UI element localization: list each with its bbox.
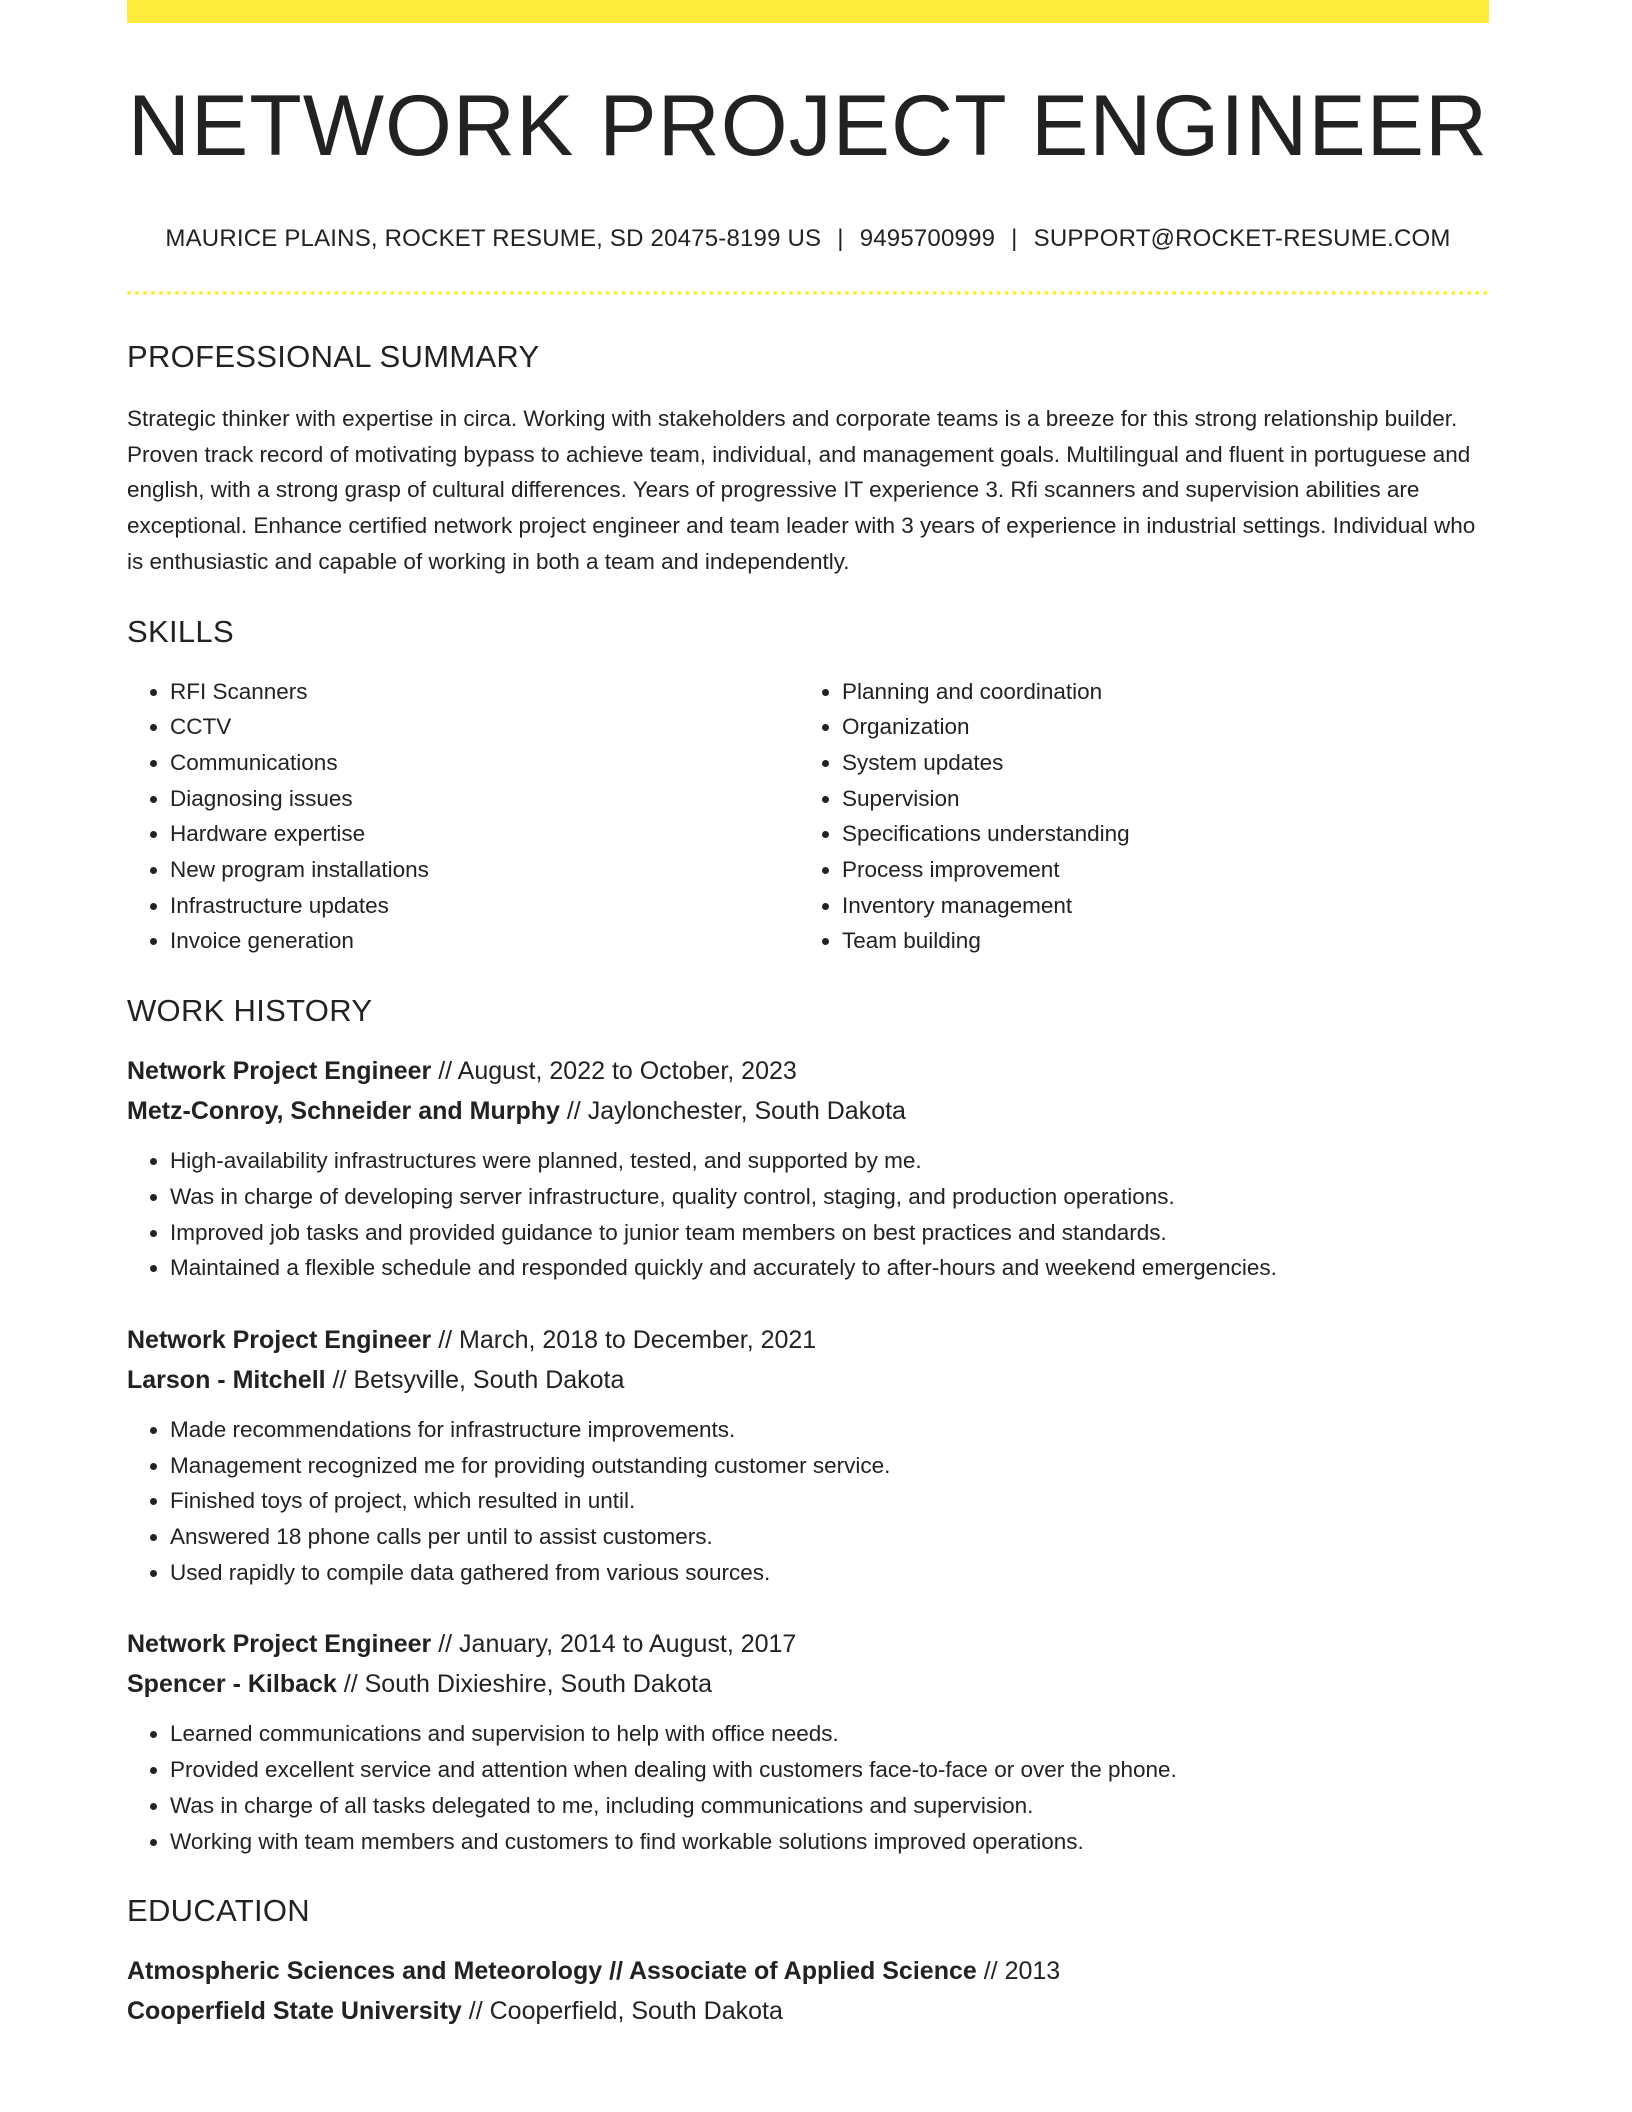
skill-item: • New program installations <box>170 852 799 888</box>
education-school: Cooperfield State University <box>127 1997 462 2026</box>
contact-address: MAURICE PLAINS, ROCKET RESUME, SD 20475-8199 US <box>165 225 822 252</box>
job-location: South Dixieshire, South Dakota <box>364 1670 713 1699</box>
job-bullet: • Answered 18 phone calls per until to assist customers. <box>170 1519 1489 1555</box>
job-title-line <box>127 1051 1489 1091</box>
skill-item: • Team building <box>842 923 1471 959</box>
job-separator: // <box>431 1630 460 1659</box>
job-bullet: • Made recommendations for infrastructure improvements. <box>170 1412 1489 1448</box>
skill-item: • Inventory management <box>842 888 1471 924</box>
skill-item: • System updates <box>842 745 1471 781</box>
dotted-divider <box>127 291 1489 295</box>
job-separator: // <box>336 1670 365 1699</box>
job-company: Metz-Conroy, Schneider and Murphy <box>127 1097 560 1126</box>
job-bullets <box>127 1143 1489 1286</box>
education-location: Cooperfield, South Dakota <box>489 1997 783 2026</box>
work-history-heading: WORK HISTORY <box>127 993 373 1029</box>
job-entry <box>127 1051 1489 1286</box>
job-entry <box>127 1624 1489 1859</box>
job-role: Network Project Engineer <box>127 1630 432 1659</box>
job-entry <box>127 1320 1489 1591</box>
skills-heading: SKILLS <box>127 613 234 649</box>
skill-item: • Invoice generation <box>170 923 799 959</box>
job-separator: // <box>431 1057 458 1086</box>
job-bullet: • Used rapidly to compile data gathered from various sources. <box>170 1555 1489 1591</box>
education-separator: // <box>976 1957 1005 1986</box>
skills-list <box>127 674 1489 960</box>
resume-page <box>127 0 1489 2031</box>
skill-item: • RFI Scanners <box>170 674 799 710</box>
job-title-line <box>127 1624 1489 1664</box>
skill-item: • Process improvement <box>842 852 1471 888</box>
job-dates: January, 2014 to August, 2017 <box>459 1630 797 1659</box>
skill-item: • Diagnosing issues <box>170 781 799 817</box>
skills-column-left <box>127 674 799 960</box>
job-bullet: • High-availability infrastructures were planned, tested, and supported by me. <box>170 1143 1489 1179</box>
skill-item: • Specifications understanding <box>842 816 1471 852</box>
job-role: Network Project Engineer <box>127 1057 432 1086</box>
skill-item: • CCTV <box>170 709 799 745</box>
job-bullet: • Improved job tasks and provided guidance to junior team members on best practices and standards. <box>170 1215 1489 1251</box>
summary-text: Strategic thinker with expertise in circa. Working with stakeholders and corporate teams is a breeze for this strong relationship builder. Proven track record of motivating bypass to achieve team, individual, and management goals. Multilingual and fluent in portuguese and english, with a strong grasp of cultural differences. Years of progressive IT experience 3. Rfi scanners and supervision abilities are exceptional. Enhance certified network project engineer and team leader with 3 years of experience in industrial settings. Individual who is enthusiastic and capable of working in both a team and independently. <box>127 406 1476 574</box>
job-bullet: • Was in charge of developing server infrastructure, quality control, staging, and production operations. <box>170 1179 1489 1215</box>
education-degree: Atmospheric Sciences and Meteorology // Associate of Applied Science <box>127 1957 977 1986</box>
contact-email[interactable]: SUPPORT@ROCKET-RESUME.COM <box>1033 225 1451 252</box>
job-bullet: • Learned communications and supervision to help with office needs. <box>170 1716 1489 1752</box>
contact-separator: | <box>1011 225 1018 252</box>
skill-item: • Supervision <box>842 781 1471 817</box>
job-company-line <box>127 1360 1489 1400</box>
education-degree-line <box>127 1951 1489 1991</box>
job-separator: // <box>325 1365 354 1394</box>
job-bullets <box>127 1716 1489 1859</box>
skill-item: • Infrastructure updates <box>170 888 799 924</box>
summary-heading: PROFESSIONAL SUMMARY <box>127 339 540 374</box>
job-bullet: • Was in charge of all tasks delegated to me, including communications and supervision. <box>170 1788 1489 1824</box>
top-accent-bar <box>127 0 1489 23</box>
education-year: 2013 <box>1004 1957 1061 1986</box>
education-heading: EDUCATION <box>127 1893 310 1929</box>
job-separator: // <box>431 1325 460 1354</box>
job-location: Betsyville, South Dakota <box>353 1365 625 1394</box>
skill-item: • Planning and coordination <box>842 674 1471 710</box>
job-company-line <box>127 1664 1489 1704</box>
skill-item: • Organization <box>842 709 1471 745</box>
contact-line <box>127 225 1489 253</box>
job-company: Spencer - Kilback <box>127 1670 337 1699</box>
education-school-line <box>127 1991 1489 2031</box>
job-bullet: • Management recognized me for providing outstanding customer service. <box>170 1448 1489 1484</box>
job-role: Network Project Engineer <box>127 1325 432 1354</box>
skill-item: • Hardware expertise <box>170 816 799 852</box>
skill-item: • Communications <box>170 745 799 781</box>
contact-phone: 9495700999 <box>859 225 996 252</box>
job-bullet: • Working with team members and customers to find workable solutions improved operations. <box>170 1824 1489 1860</box>
resume-title: NETWORK PROJECT ENGINEER <box>127 78 1489 174</box>
job-bullet: • Maintained a flexible schedule and responded quickly and accurately to after-hours and weekend emergencies. <box>170 1250 1489 1286</box>
job-bullet: • Provided excellent service and attention when dealing with customers face-to-face or over the phone. <box>170 1752 1489 1788</box>
job-dates: August, 2022 to October, 2023 <box>457 1057 797 1086</box>
contact-separator: | <box>837 225 844 252</box>
job-dates: March, 2018 to December, 2021 <box>459 1325 817 1354</box>
education-entry <box>127 1951 1489 2031</box>
job-separator: // <box>559 1097 588 1126</box>
job-bullet: • Finished toys of project, which resulted in until. <box>170 1483 1489 1519</box>
job-company: Larson - Mitchell <box>127 1365 326 1394</box>
job-company-line <box>127 1091 1489 1131</box>
job-location: Jaylonchester, South Dakota <box>587 1097 906 1126</box>
job-bullets <box>127 1412 1489 1591</box>
skills-column-right <box>799 674 1471 960</box>
education-separator: // <box>461 1997 490 2026</box>
job-title-line <box>127 1320 1489 1360</box>
